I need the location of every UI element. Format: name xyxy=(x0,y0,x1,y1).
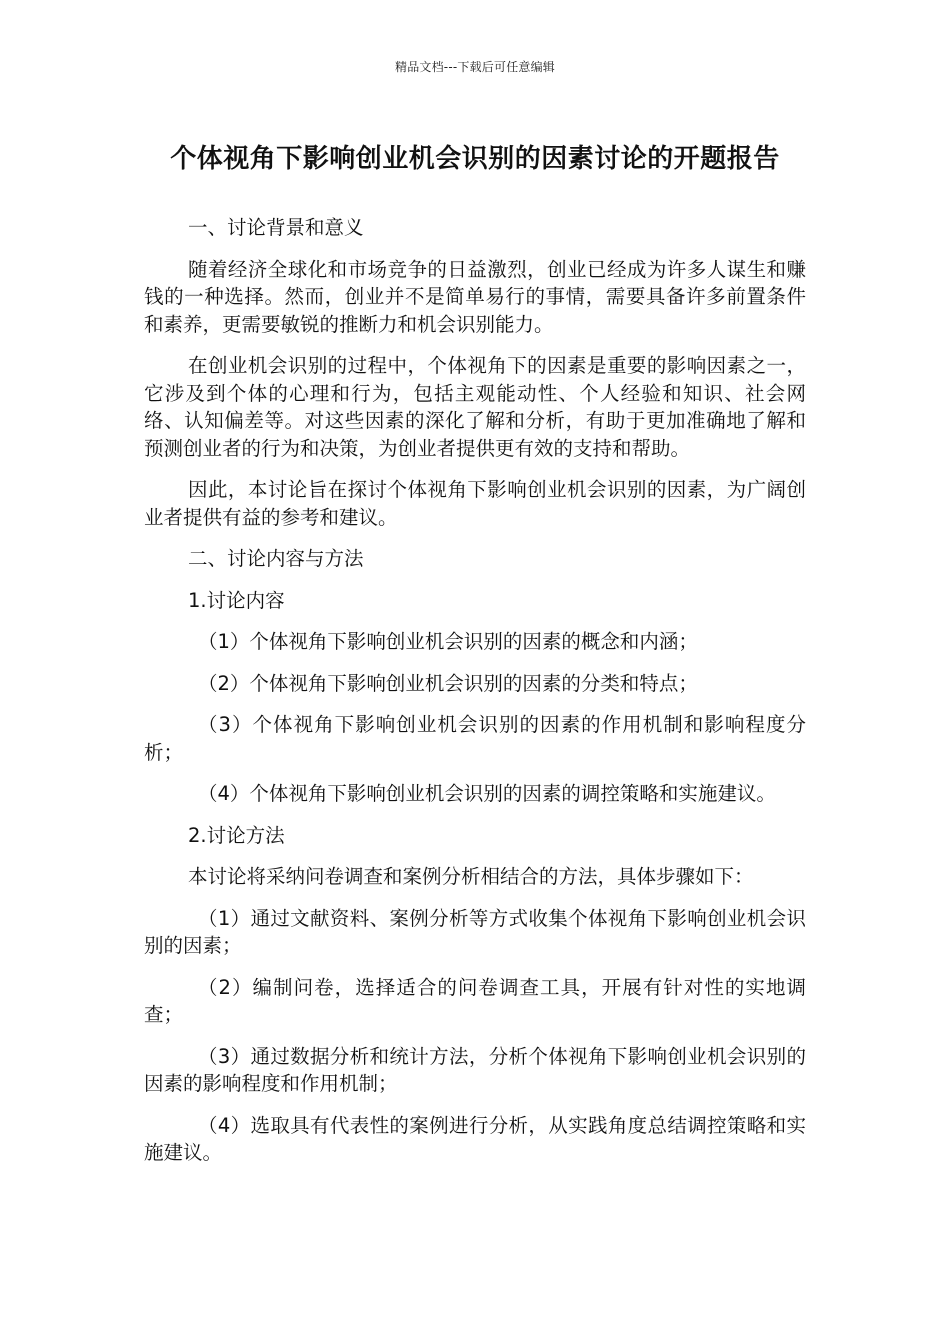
paragraph-background-1: 随着经济全球化和市场竞争的日益激烈，创业已经成为许多人谋生和赚钱的一种选择。然而，创业并不是简单易行的事情，需要具备许多前置条件和素养，更需要敏锐的推断力和机会识别能力。 xyxy=(144,257,806,336)
content-item-3: （3）个体视角下影响创业机会识别的因素的作用机制和影响程度分析； xyxy=(144,713,806,764)
paragraph-background-3: 因此，本讨论旨在探讨个体视角下影响创业机会识别的因素，为广阔创业者提供有益的参考和建议。 xyxy=(144,478,806,529)
subheading-content: 1.讨论内容 xyxy=(188,588,285,612)
content-item-1: （1）个体视角下影响创业机会识别的因素的概念和内涵； xyxy=(198,630,698,653)
document-title: 个体视角下影响创业机会识别的因素讨论的开题报告 xyxy=(170,144,780,174)
method-step-3: （3）通过数据分析和统计方法，分析个体视角下影响创业机会识别的因素的影响程度和作用机制； xyxy=(144,1044,806,1095)
document-body xyxy=(144,214,806,1181)
header-note: 精品文档---下载后可任意编辑 xyxy=(395,60,555,74)
content-item-4: （4）个体视角下影响创业机会识别的因素的调控策略和实施建议。 xyxy=(198,782,776,805)
paragraph-method-intro: 本讨论将采纳问卷调查和案例分析相结合的方法，具体步骤如下： xyxy=(188,865,754,888)
content-item-2: （2）个体视角下影响创业机会识别的因素的分类和特点； xyxy=(198,671,698,695)
method-step-4: （4）选取具有代表性的案例进行分析，从实践角度总结调控策略和实施建议。 xyxy=(144,1113,806,1164)
subheading-method: 2.讨论方法 xyxy=(188,823,285,847)
method-step-1: （1）通过文献资料、案例分析等方式收集个体视角下影响创业机会识别的因素； xyxy=(144,906,806,957)
section-heading-content-method: 二、讨论内容与方法 xyxy=(188,547,364,570)
method-step-2: （2）编制问卷，选择适合的问卷调查工具，开展有针对性的实地调查； xyxy=(144,975,806,1026)
section-heading-background: 一、讨论背景和意义 xyxy=(188,216,364,239)
paragraph-background-2: 在创业机会识别的过程中，个体视角下的因素是重要的影响因素之一，它涉及到个体的心理和行为，包括主观能动性、个人经验和知识、社会网络、认知偏差等。对这些因素的深化了解和分析，有助于更加准确地了解和预测创业者的行为和决策，为创业者提供更有效的支持和帮助。 xyxy=(144,354,806,460)
